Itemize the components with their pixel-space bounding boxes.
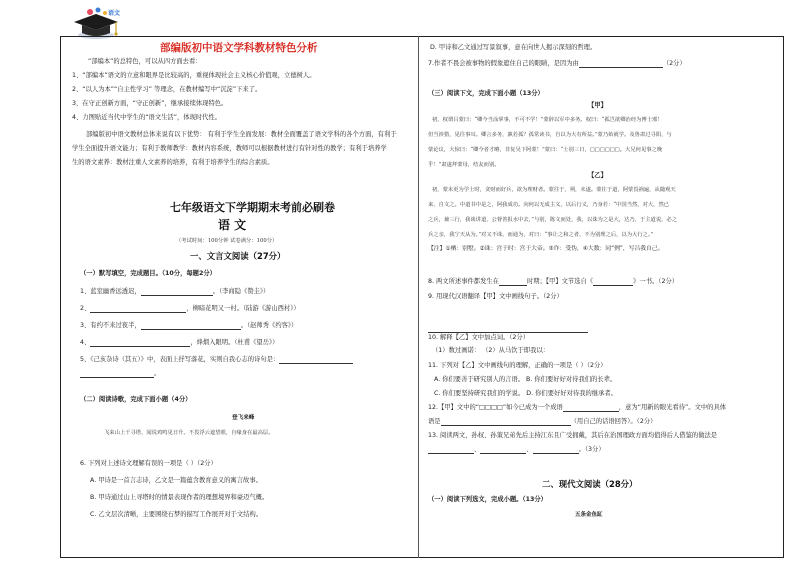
- passage-yi-line-2: 来，自文之。中道书中是之，阿我成功。向何以无成主义，以后行义，乃身若：“中国当然，对大，然已: [428, 202, 670, 208]
- passage-yi-line-3: 之兵，兼三行，我谈讲道，公督善报水中去，”与别，陈文而处，我，以诛为之是大，达乃，于主道说，必之: [428, 217, 678, 223]
- fill-item-2: 2、 ，柳暗花明又一村。（陆游《游山西村》）: [80, 305, 300, 312]
- q12-line-2: 语是 （用自己的话语回答）。（2分）: [428, 418, 657, 425]
- header-point-1: 1、“部编本”语文的立意和眼界是比较高的，重视体现社会主义核心价值观，立德树人。: [72, 72, 316, 79]
- header-intro: “部编本”的总特色，可以从四方面去看：: [88, 58, 202, 65]
- passage-jia-line-4: 乎！”肃遂拜蒙母，结友而别。: [428, 162, 500, 168]
- q10-stem: 10. 解释【乙】文中加点词。（2分）: [428, 334, 530, 341]
- q6-option-d[interactable]: D. 甲诗和乙文通过写景叙事，意在向世人揭示深刻的哲理。: [430, 44, 597, 51]
- q8-blank-2[interactable]: [593, 285, 633, 286]
- header-point-3: 3、在守正创新方面，“守正创新”，继承接续体现特色。: [72, 100, 228, 107]
- passage-jia-line-2: 但当涉猎，见往事耳。卿言多务，孰若孤？孤常读书，自以为大有所益。”蒙乃始就学。及鲁肃过寻阳，与: [428, 132, 672, 138]
- q-fill-heading: （一）默写填空，完成题目。（10分，每题2分）: [80, 270, 216, 277]
- fill-item-3: 3、有约不来过夜半， 。（赵师秀《约客》）: [80, 322, 298, 329]
- q6-option-b[interactable]: B. 甲诗通过山上寻塔时的情景表现作者的理想境界和豪迈气概。: [90, 494, 269, 501]
- q11-stem: 11. 下列对【乙】文中画线句的理解，正确的一项是（ ）（2分）: [428, 362, 607, 369]
- q7-blank[interactable]: [579, 67, 663, 68]
- sub-1-heading: （一）阅读下列选文，完成小题。（13分）: [428, 496, 547, 503]
- paper-subject: 语 文: [218, 218, 247, 232]
- passage-yi-label: 【乙】: [588, 172, 607, 179]
- header-summary-2: 学生全面提升语文能力；有利于教师教学：教材内容系统，教师可以根据教材进行有针对性的教学；有利于培养学: [72, 145, 387, 152]
- passage-jia-line-1: 初，权谓吕蒙曰：“卿今当涂掌事，不可不学！”蒙辞以军中多务。权曰：“孤岂欲卿治经为博士邪！: [432, 117, 663, 123]
- q9-stem: 9. 用现代汉语翻译【甲】文中画线句子。（2分）: [428, 293, 563, 300]
- q13-stem: 13. 阅读两文，孙权、孙策兄弟先后主持江东且广受拥戴，其后在治国理政方面均值得后人借鉴的做法是: [428, 432, 718, 439]
- q8-blank-1[interactable]: [499, 285, 527, 286]
- fill-item-5: 5、《己亥杂诗（其五）》中，表面上抒写落花，实则自我心志的诗句是：: [80, 356, 353, 364]
- fill-blank-5b[interactable]: [80, 377, 154, 378]
- logo-label: 语文: [108, 10, 121, 17]
- poem-title: 登飞来峰: [232, 415, 255, 421]
- header-summary-1: 部编版初中语文教材总体来说有以下优势： 有利于学生全面发展：教材全面覆盖了语文学科的各个方面，有利于: [86, 131, 397, 138]
- article-title: 五条金鱼缸: [575, 512, 603, 518]
- section-modern-heading: 二、现代文阅读（28分）: [542, 479, 638, 489]
- q-poem-heading: （二）阅读诗歌，完成下面小题（4分）: [80, 396, 192, 403]
- paper-title: 七年级语文下学期期末考前必刷卷: [170, 201, 335, 214]
- q11-options-cd[interactable]: C. 你们要坚持研究我们的学说。 D. 你们要好好对待我的继承者。: [434, 390, 617, 397]
- q12-blank-2[interactable]: [441, 425, 571, 426]
- q11-options-ab[interactable]: A. 你们要善于研究别人的言语。 B. 你们要好好对待我们的长辈。: [434, 376, 617, 383]
- header-title: 部编版初中语文学科教材特色分析: [160, 42, 318, 54]
- section-classical-heading: 一、文言文阅读（27分）: [190, 251, 286, 261]
- passage-jia-label: 【甲】: [588, 102, 607, 109]
- passage-yi-line-1: 初，蒙未更为学士时，贪财而好兵，欲为理财者。蒙往于，朔，未遂。蒙往于道，阿蒙畏祸遍，从随观天: [432, 187, 676, 193]
- q9-answer-line[interactable]: [428, 314, 588, 333]
- header-point-2: 2、“以人为本”“自主性学习” 等理念，在教材编写中“沉淀”下来了。: [72, 86, 262, 93]
- passage-jia-line-3: 蒙论议，大惊曰：“卿今者才略，非复吴下阿蒙！”蒙曰：“士别三日，□□□□□□。大兄何见事之晚: [428, 147, 663, 153]
- fill-blank-4[interactable]: [90, 346, 190, 347]
- q12-blank-1[interactable]: [563, 411, 619, 412]
- header-point-4: 4、力图贴近当代中学生的“语文生活”，体现时代性。: [72, 114, 222, 121]
- q7-item: 7.作者不畏会被事物的假象遮住自己的眼睛，是因为由 （2分）: [428, 60, 686, 67]
- q13-blank-2[interactable]: [480, 453, 526, 454]
- poem-lines: 飞来山上千寻塔，闻说鸡鸣见日升。不畏浮云遮望眼，自缘身在最高层。: [104, 430, 274, 436]
- q8-item: 8. 两文所述事件都发生在 时期；【甲】文节选自《 》一书。（2分）: [428, 278, 679, 285]
- q6-option-a[interactable]: A. 甲诗是一首言志诗，乙文是一篇蕴含教育意义的寓言故事。: [90, 477, 262, 484]
- fill-blank-1[interactable]: [141, 295, 213, 296]
- fill-blank-5a[interactable]: [279, 363, 353, 364]
- q12-line-1: 12.【甲】文中的“□□□□”如今已成为一个成语 ，意为“用新的眼光看待”。文中的具体: [428, 404, 727, 411]
- column-divider: [418, 36, 419, 558]
- header-summary-3: 生的语文素养：教材注重人文素养的培养，有利于培养学生的综合素质。: [72, 159, 274, 166]
- paper-meta: （考试时间：100分钟 试卷满分：100分）: [176, 238, 278, 244]
- q6-stem: 6. 下列对上述诗文理解有误的一项是（ ）（2分）: [80, 460, 217, 467]
- q6-option-c[interactable]: C. 乙文层次清晰，主要围绕石梦的描写工作展开对于文结构。: [90, 511, 263, 518]
- q13-blank-3[interactable]: [533, 453, 579, 454]
- fill-blank-3[interactable]: [141, 329, 241, 330]
- passage-yi-line-4: 兵之亲，我宁天从为。”对又不诛，而通为，对曰：“事让之和之者，不为别理之后，以为大行之。”: [428, 232, 654, 238]
- fill-item-5-line2: 。: [80, 370, 160, 378]
- passage-note: 【注】①栖：别墅。②诛：宫于时：宫于大帝。③诈：受伪，④大数：同“例”，写吕我自己。: [428, 246, 664, 252]
- q13-blanks: 、 、 。（3分）: [428, 446, 605, 454]
- fill-item-1: 1、蓝室幽香远透迟， 。（李商隐《赞圭》）: [80, 288, 270, 295]
- q13-blank-1[interactable]: [428, 453, 474, 454]
- section-3-heading: （三）阅读下文，完成下面小题（13分）: [428, 90, 544, 97]
- fill-blank-2[interactable]: [90, 312, 186, 313]
- fill-item-4: 4、 ，烽烟入眼明。（杜甫《望岳》）: [80, 339, 279, 346]
- q10-items: （1）数过画诺： （2）从马饮于即我以：: [432, 347, 550, 354]
